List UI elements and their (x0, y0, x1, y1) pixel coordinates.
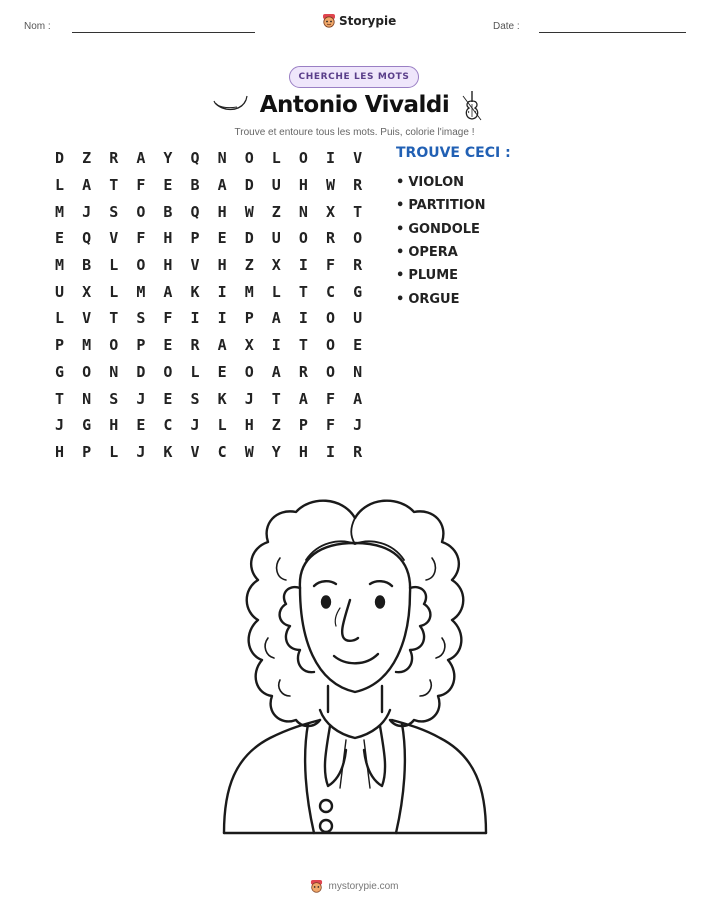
grid-letter[interactable]: X (271, 256, 281, 275)
grid-letter[interactable]: M (244, 282, 254, 301)
grid-letter[interactable]: J (244, 389, 254, 408)
grid-letter[interactable]: Z (82, 149, 92, 168)
grid-letter[interactable]: B (82, 256, 92, 275)
grid-letter[interactable]: R (353, 442, 363, 461)
word-to-find: ORGUE (408, 291, 460, 307)
page-title: Antonio Vivaldi (259, 92, 450, 118)
grid-letter[interactable]: H (217, 202, 227, 221)
grid-letter[interactable]: O (325, 309, 335, 328)
grid-letter[interactable]: L (217, 416, 227, 435)
grid-letter[interactable]: T (298, 336, 308, 355)
grid-letter[interactable]: F (325, 389, 335, 408)
grid-letter[interactable]: N (353, 362, 363, 381)
grid-letter[interactable]: B (190, 176, 200, 195)
activity-badge: CHERCHE LES MOTS (289, 66, 419, 88)
grid-letter[interactable]: A (271, 362, 281, 381)
grid-letter[interactable]: R (325, 229, 335, 248)
brand-name: Storypie (339, 14, 397, 28)
grid-letter[interactable]: P (136, 336, 146, 355)
grid-letter[interactable]: I (325, 442, 335, 461)
word-list-item (396, 218, 485, 241)
grid-letter[interactable]: H (298, 176, 308, 195)
grid-letter[interactable]: H (163, 256, 173, 275)
grid-letter[interactable]: W (325, 176, 335, 195)
grid-letter[interactable]: J (136, 389, 146, 408)
grid-letter[interactable]: A (82, 176, 92, 195)
grid-letter[interactable]: L (190, 362, 200, 381)
grid-letter[interactable]: D (55, 149, 65, 168)
grid-letter[interactable]: O (353, 229, 363, 248)
grid-letter[interactable]: E (353, 336, 363, 355)
grid-letter[interactable]: V (190, 442, 200, 461)
grid-letter[interactable]: S (109, 202, 119, 221)
date-label: Date : (493, 21, 520, 32)
instructions: Trouve et entoure tous les mots. Puis, colorie l'image ! (234, 127, 475, 138)
grid-letter[interactable]: I (190, 309, 200, 328)
grid-letter[interactable]: B (163, 202, 173, 221)
footer-site: mystorypie.com (328, 881, 399, 892)
grid-letter[interactable]: K (190, 282, 200, 301)
grid-row (46, 412, 371, 439)
grid-letter[interactable]: P (298, 416, 308, 435)
grid-letter[interactable]: P (55, 336, 65, 355)
grid-letter[interactable]: A (271, 309, 281, 328)
grid-letter[interactable]: N (298, 202, 308, 221)
grid-letter[interactable]: O (109, 336, 119, 355)
grid-letter[interactable]: U (271, 229, 281, 248)
grid-letter[interactable]: J (55, 416, 65, 435)
grid-letter[interactable]: H (298, 442, 308, 461)
grid-letter[interactable]: L (55, 309, 65, 328)
grid-letter[interactable]: N (109, 362, 119, 381)
grid-letter[interactable]: L (109, 442, 119, 461)
grid-letter[interactable]: T (353, 202, 363, 221)
grid-letter[interactable]: D (244, 229, 254, 248)
grid-row (46, 198, 371, 225)
word-list-item (396, 287, 485, 310)
date-line (539, 32, 686, 33)
grid-letter[interactable]: Q (82, 229, 92, 248)
grid-row (46, 439, 371, 466)
grid-letter[interactable]: O (325, 336, 335, 355)
grid-letter[interactable]: H (217, 256, 227, 275)
grid-letter[interactable]: Z (244, 256, 254, 275)
grid-letter[interactable]: U (271, 176, 281, 195)
grid-letter[interactable]: I (271, 336, 281, 355)
grid-letter[interactable]: R (190, 336, 200, 355)
grid-letter[interactable]: C (217, 442, 227, 461)
bullet: • (396, 291, 405, 307)
bullet: • (396, 221, 405, 237)
grid-row (46, 278, 371, 305)
grid-letter[interactable]: I (217, 309, 227, 328)
grid-letter[interactable]: A (217, 176, 227, 195)
grid-row (46, 305, 371, 332)
grid-letter[interactable]: U (353, 309, 363, 328)
word-list-item (396, 171, 485, 194)
grid-letter[interactable]: M (55, 256, 65, 275)
grid-letter[interactable]: O (298, 229, 308, 248)
vivaldi-coloring-portrait (210, 488, 500, 848)
word-search-grid (46, 145, 371, 465)
grid-letter[interactable]: J (353, 416, 363, 435)
grid-letter[interactable]: Z (271, 202, 281, 221)
storypie-mascot-icon (310, 879, 323, 894)
grid-letter[interactable]: C (325, 282, 335, 301)
grid-letter[interactable]: J (136, 442, 146, 461)
grid-letter[interactable]: J (190, 416, 200, 435)
grid-letter[interactable]: T (271, 389, 281, 408)
word-to-find: VIOLON (408, 175, 465, 191)
grid-letter[interactable]: H (244, 416, 254, 435)
grid-letter[interactable]: M (82, 336, 92, 355)
grid-letter[interactable]: Y (163, 149, 173, 168)
grid-letter[interactable]: X (244, 336, 254, 355)
grid-letter[interactable]: A (298, 389, 308, 408)
grid-letter[interactable]: I (298, 256, 308, 275)
grid-letter[interactable]: P (190, 229, 200, 248)
grid-letter[interactable]: T (109, 309, 119, 328)
grid-letter[interactable]: O (244, 149, 254, 168)
grid-letter[interactable]: O (163, 362, 173, 381)
grid-letter[interactable]: W (244, 442, 254, 461)
grid-letter[interactable]: R (298, 362, 308, 381)
word-list-item (396, 194, 485, 217)
grid-letter[interactable]: P (82, 442, 92, 461)
grid-letter[interactable]: J (82, 202, 92, 221)
grid-letter[interactable]: R (353, 176, 363, 195)
word-to-find: GONDOLE (408, 221, 480, 237)
grid-row (46, 145, 371, 172)
grid-letter[interactable]: A (217, 336, 227, 355)
grid-letter[interactable]: D (244, 176, 254, 195)
grid-letter[interactable]: Y (271, 442, 281, 461)
grid-letter[interactable]: T (298, 282, 308, 301)
grid-letter[interactable]: N (82, 389, 92, 408)
bullet: • (396, 268, 405, 284)
word-list (396, 171, 485, 311)
grid-letter[interactable]: V (353, 149, 363, 168)
grid-letter[interactable]: V (82, 309, 92, 328)
word-list-title: TROUVE CECI : (396, 145, 511, 161)
brand-logo (322, 13, 396, 29)
grid-letter[interactable]: H (163, 229, 173, 248)
grid-letter[interactable]: O (82, 362, 92, 381)
grid-letter[interactable]: F (325, 256, 335, 275)
grid-letter[interactable]: Q (190, 202, 200, 221)
grid-letter[interactable]: S (109, 389, 119, 408)
grid-row (46, 359, 371, 386)
grid-letter[interactable]: A (353, 389, 363, 408)
grid-letter[interactable]: N (217, 149, 227, 168)
grid-letter[interactable]: E (55, 229, 65, 248)
grid-letter[interactable]: E (163, 176, 173, 195)
grid-letter[interactable]: O (136, 256, 146, 275)
grid-letter[interactable]: H (55, 442, 65, 461)
grid-letter[interactable]: S (136, 309, 146, 328)
grid-letter[interactable]: E (163, 389, 173, 408)
grid-letter[interactable]: F (136, 176, 146, 195)
grid-letter[interactable]: F (325, 416, 335, 435)
grid-letter[interactable]: O (298, 149, 308, 168)
grid-letter[interactable]: K (163, 442, 173, 461)
grid-letter[interactable]: O (325, 362, 335, 381)
grid-row (46, 172, 371, 199)
grid-letter[interactable]: T (55, 389, 65, 408)
word-to-find: PARTITION (408, 198, 486, 214)
grid-letter[interactable]: R (353, 256, 363, 275)
bullet: • (396, 198, 405, 214)
grid-letter[interactable]: L (55, 176, 65, 195)
grid-letter[interactable]: M (136, 282, 146, 301)
grid-letter[interactable]: T (109, 176, 119, 195)
footer (0, 879, 709, 894)
word-list-item (396, 264, 485, 287)
grid-letter[interactable]: O (136, 202, 146, 221)
grid-letter[interactable]: G (82, 416, 92, 435)
word-to-find: OPERA (408, 245, 458, 261)
grid-letter[interactable]: F (136, 229, 146, 248)
grid-row (46, 252, 371, 279)
grid-letter[interactable]: G (353, 282, 363, 301)
grid-letter[interactable]: I (217, 282, 227, 301)
grid-letter[interactable]: M (55, 202, 65, 221)
grid-letter[interactable]: A (163, 282, 173, 301)
grid-letter[interactable]: A (136, 149, 146, 168)
grid-letter[interactable]: R (109, 149, 119, 168)
word-to-find: PLUME (408, 268, 459, 284)
name-line (72, 32, 255, 33)
grid-letter[interactable]: E (217, 229, 227, 248)
violin-icon (461, 90, 483, 122)
grid-letter[interactable]: P (244, 309, 254, 328)
grid-letter[interactable]: E (136, 416, 146, 435)
grid-letter[interactable]: K (217, 389, 227, 408)
grid-letter[interactable]: H (109, 416, 119, 435)
grid-letter[interactable]: C (163, 416, 173, 435)
grid-letter[interactable]: O (244, 362, 254, 381)
grid-letter[interactable]: F (163, 309, 173, 328)
grid-letter[interactable]: U (55, 282, 65, 301)
grid-letter[interactable]: V (109, 229, 119, 248)
grid-letter[interactable]: Q (190, 149, 200, 168)
grid-letter[interactable]: V (190, 256, 200, 275)
word-list-item (396, 241, 485, 264)
grid-letter[interactable]: L (271, 149, 281, 168)
grid-letter[interactable]: Z (271, 416, 281, 435)
grid-letter[interactable]: E (163, 336, 173, 355)
grid-letter[interactable]: X (82, 282, 92, 301)
storypie-mascot-icon (322, 13, 336, 29)
grid-letter[interactable]: E (217, 362, 227, 381)
grid-row (46, 225, 371, 252)
grid-row (46, 385, 371, 412)
grid-letter[interactable]: L (109, 282, 119, 301)
bullet: • (396, 175, 405, 191)
bullet: • (396, 245, 405, 261)
grid-letter[interactable]: L (271, 282, 281, 301)
grid-letter[interactable]: D (136, 362, 146, 381)
grid-letter[interactable]: S (190, 389, 200, 408)
grid-letter[interactable]: L (109, 256, 119, 275)
grid-letter[interactable]: W (244, 202, 254, 221)
name-label: Nom : (24, 21, 51, 32)
grid-letter[interactable]: X (325, 202, 335, 221)
grid-letter[interactable]: G (55, 362, 65, 381)
grid-row (46, 332, 371, 359)
grid-letter[interactable]: I (325, 149, 335, 168)
grid-letter[interactable]: I (298, 309, 308, 328)
